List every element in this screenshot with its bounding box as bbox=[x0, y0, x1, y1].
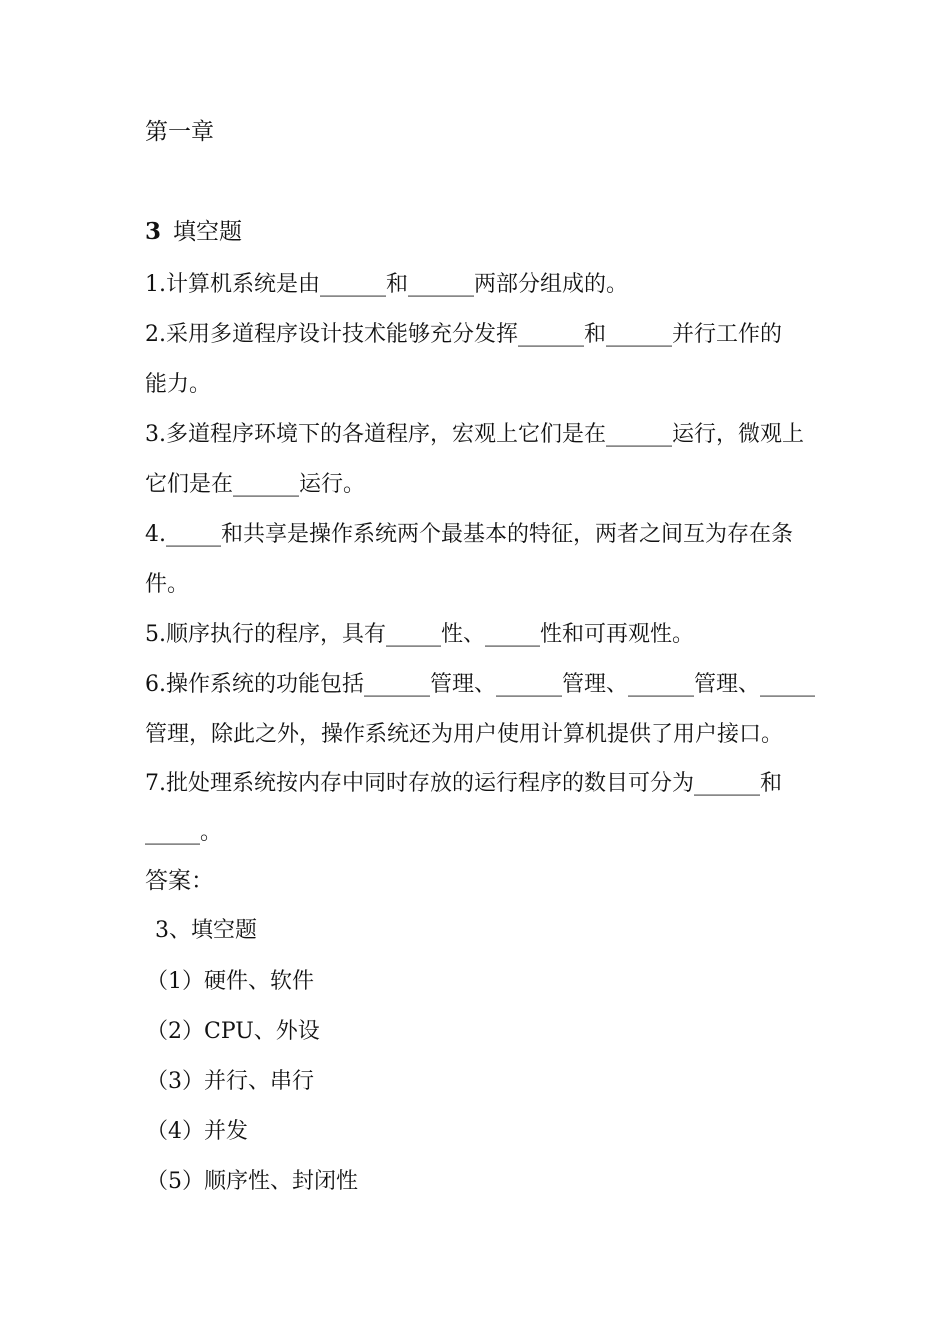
question-5: 5.顺序执行的程序，具有_____性、_____性和可再观性。 bbox=[145, 622, 694, 647]
question-4-line-1: 4._____和共享是操作系统两个最基本的特征，两者之间互为存在条 bbox=[145, 522, 793, 547]
question-7-line-2: _____。 bbox=[145, 820, 223, 845]
chapter-title: 第一章 bbox=[145, 119, 214, 145]
answer-section-label: 3、填空题 bbox=[155, 918, 257, 943]
answer-item: （2）CPU、外设 bbox=[146, 1019, 320, 1044]
question-6-line-1: 6.操作系统的功能包括______管理、______管理、______管理、_____ bbox=[145, 672, 815, 697]
question-7-line-1: 7.批处理系统按内存中同时存放的运行程序的数目可分为______和 bbox=[145, 771, 782, 796]
section-title: 填空题 bbox=[173, 219, 243, 245]
answer-item: （1）硬件、软件 bbox=[146, 969, 314, 994]
question-6-line-2: 管理，除此之外，操作系统还为用户使用计算机提供了用户接口。 bbox=[145, 722, 784, 747]
section-number: 3 bbox=[145, 218, 162, 245]
section-heading bbox=[145, 217, 242, 247]
answer-item: （4）并发 bbox=[146, 1119, 248, 1144]
question-2-line-1: 2.采用多道程序设计技术能够充分发挥______和______并行工作的 bbox=[145, 322, 782, 347]
question-2-line-2: 能力。 bbox=[145, 372, 212, 397]
answer-item: （5）顺序性、封闭性 bbox=[146, 1169, 358, 1194]
answer-item: （3）并行、串行 bbox=[146, 1069, 314, 1094]
question-4-line-2: 件。 bbox=[145, 572, 190, 597]
question-3-line-1: 3.多道程序环境下的各道程序，宏观上它们是在______运行，微观上 bbox=[145, 422, 804, 447]
question-3-line-2: 它们是在______运行。 bbox=[145, 472, 366, 497]
question-1: 1.计算机系统是由______和______两部分组成的。 bbox=[145, 272, 628, 297]
answer-heading: 答案： bbox=[145, 868, 214, 894]
